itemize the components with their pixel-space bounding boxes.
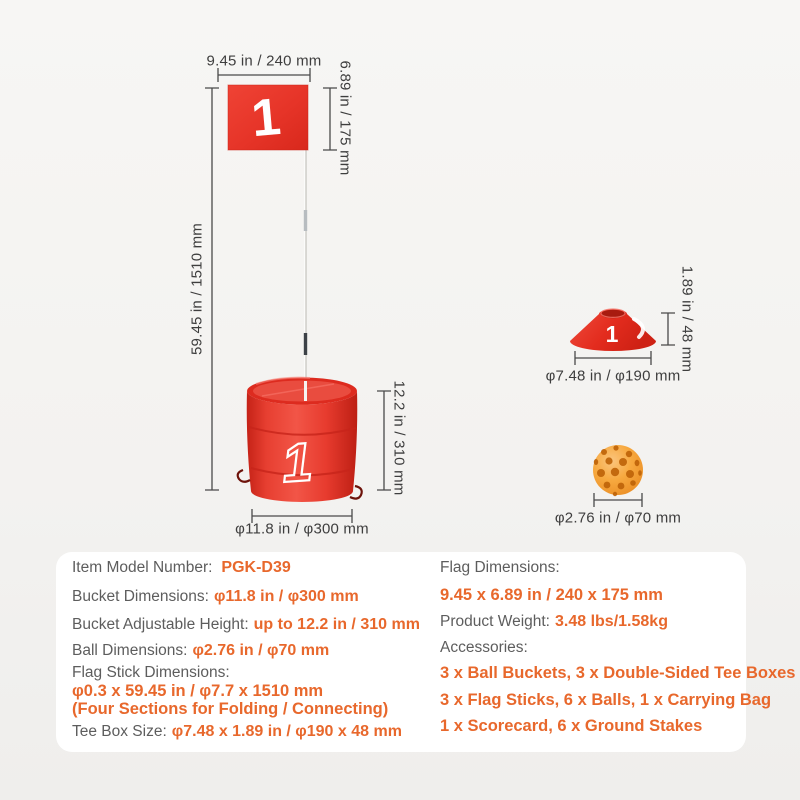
spec-label: Tee Box Size: xyxy=(72,723,167,740)
flag-height-label: 6.89 in / 175 mm xyxy=(336,60,354,176)
teebox-height-label: 1.89 in / 48 mm xyxy=(678,265,696,373)
flag-graphic xyxy=(228,85,308,150)
ball-diameter-label: φ2.76 in / φ70 mm xyxy=(554,509,682,527)
spec-value: φ11.8 in / φ300 mm xyxy=(213,588,359,605)
spec-label: Ball Dimensions: xyxy=(72,642,188,659)
spec-product-weight xyxy=(440,612,668,632)
spec-bucket-height xyxy=(72,615,420,635)
spec-value: φ7.48 x 1.89 in / φ190 x 48 mm xyxy=(171,723,402,740)
teebox-height-bracket xyxy=(661,313,675,345)
bucket-height-bracket xyxy=(377,391,391,490)
spec-label: Item Model Number: xyxy=(72,559,213,576)
teebox-diameter-bracket xyxy=(575,351,651,365)
spec-accessories-line-2: 3 x Flag Sticks, 6 x Balls, 1 x Carrying Bag xyxy=(440,691,772,709)
spec-label: Accessories: xyxy=(440,639,528,656)
spec-flagstick-value-1: φ0.3 x 59.45 in / φ7.7 x 1510 mm xyxy=(72,682,324,700)
tee-box-graphic xyxy=(570,309,656,351)
stick-connector-lower xyxy=(304,333,307,355)
bucket-graphic xyxy=(238,378,362,503)
flag-height-bracket xyxy=(323,88,337,150)
spec-label: Product Weight: xyxy=(440,613,550,630)
specs-panel xyxy=(56,552,796,752)
spec-flag-dimensions-label xyxy=(440,558,560,578)
stick-length-bracket xyxy=(205,88,219,490)
spec-flagstick-label xyxy=(72,663,230,683)
bucket-diameter-label: φ11.8 in / φ300 mm xyxy=(235,520,369,538)
spec-label: Flag Stick Dimensions: xyxy=(72,664,230,681)
bucket-number: 1 xyxy=(279,432,315,494)
spec-value: 3.48 lbs/1.58kg xyxy=(555,613,668,630)
spec-ball-dimensions xyxy=(72,641,329,661)
ball-graphic xyxy=(593,445,643,496)
spec-accessories-line-1: 3 x Ball Buckets, 3 x Double-Sided Tee Boxes xyxy=(440,664,796,682)
flag-number: 1 xyxy=(249,87,283,149)
spec-bucket-dimensions xyxy=(72,587,359,607)
flag-stick-graphic xyxy=(304,150,307,401)
spec-flagstick-value-2: (Four Sections for Folding / Connecting) xyxy=(72,700,389,718)
spec-label: Bucket Dimensions: xyxy=(72,588,209,605)
spec-item-model xyxy=(72,558,291,578)
ball-diameter-bracket xyxy=(594,493,642,507)
stick-length-label: 59.45 in / 1510 mm xyxy=(188,222,206,356)
spec-label: Flag Dimensions: xyxy=(440,559,560,576)
flag-width-bracket xyxy=(218,68,310,82)
flag-width-label: 9.45 in / 240 mm xyxy=(206,52,322,70)
spec-accessories-label xyxy=(440,638,528,658)
spec-value: φ2.76 in / φ70 mm xyxy=(192,642,330,659)
stick-connector-upper xyxy=(304,210,307,231)
spec-accessories-line-3: 1 x Scorecard, 6 x Ground Stakes xyxy=(440,717,703,735)
spec-value: up to 12.2 in / 310 mm xyxy=(253,616,420,633)
spec-value: PGK-D39 xyxy=(221,559,291,576)
bucket-height-label: 12.2 in / 310 mm xyxy=(390,380,408,496)
teebox-number: 1 xyxy=(605,321,619,347)
bucket-opening xyxy=(253,381,351,402)
spec-teebox-size xyxy=(72,722,402,742)
spec-label: Bucket Adjustable Height: xyxy=(72,616,249,633)
teebox-diameter-label: φ7.48 in / φ190 mm xyxy=(545,367,681,385)
bucket-tie-left xyxy=(238,470,250,482)
spec-flag-dimensions-value: 9.45 x 6.89 in / 240 x 175 mm xyxy=(440,586,663,604)
